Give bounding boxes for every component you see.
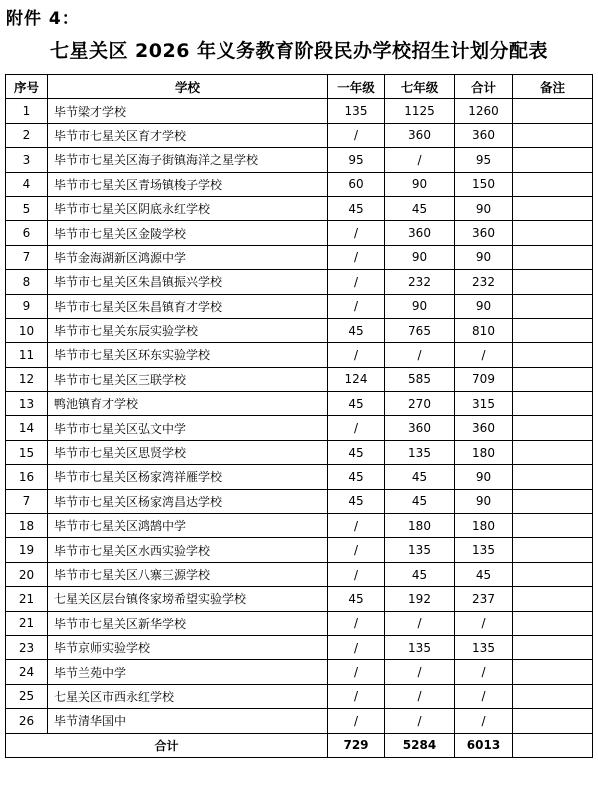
- table-row: [6, 587, 593, 611]
- cell-school: 鸭池镇育才学校: [48, 392, 328, 416]
- table-row: [6, 172, 593, 196]
- cell-grade7: /: [385, 684, 455, 708]
- cell-no: 1: [6, 99, 48, 123]
- cell-no: 12: [6, 367, 48, 391]
- cell-grade7: 1125: [385, 99, 455, 123]
- cell-no: 3: [6, 148, 48, 172]
- cell-grade7: 192: [385, 587, 455, 611]
- cell-note: [513, 709, 593, 733]
- header-grade1: 一年级: [328, 75, 385, 99]
- cell-school: 毕节市七星关区育才学校: [48, 123, 328, 147]
- cell-total: 150: [455, 172, 513, 196]
- table-row: [6, 538, 593, 562]
- cell-school: 毕节市七星关区杨家湾昌达学校: [48, 489, 328, 513]
- cell-grade1: /: [328, 660, 385, 684]
- table-row: [6, 123, 593, 147]
- cell-no: 5: [6, 196, 48, 220]
- cell-note: [513, 538, 593, 562]
- cell-total: 709: [455, 367, 513, 391]
- cell-note: [513, 367, 593, 391]
- cell-total: 95: [455, 148, 513, 172]
- cell-grade1: 95: [328, 148, 385, 172]
- cell-no: 21: [6, 611, 48, 635]
- cell-grade1: 45: [328, 440, 385, 464]
- header-total: 合计: [455, 75, 513, 99]
- cell-school: 毕节金海湖新区鸿源中学: [48, 245, 328, 269]
- cell-no: 6: [6, 221, 48, 245]
- cell-note: [513, 221, 593, 245]
- header-no: 序号: [6, 75, 48, 99]
- attachment-label: 附件 4：: [6, 9, 80, 29]
- cell-note: [513, 123, 593, 147]
- cell-total: 45: [455, 562, 513, 586]
- cell-total: 90: [455, 245, 513, 269]
- cell-total: 360: [455, 221, 513, 245]
- cell-school: 毕节清华国中: [48, 709, 328, 733]
- cell-grade1: /: [328, 343, 385, 367]
- header-school: 学校: [48, 75, 328, 99]
- cell-school: 毕节市七星关区朱昌镇育才学校: [48, 294, 328, 318]
- cell-note: [513, 318, 593, 342]
- cell-no: 24: [6, 660, 48, 684]
- cell-grade1: 45: [328, 392, 385, 416]
- cell-no: 9: [6, 294, 48, 318]
- cell-total: 90: [455, 465, 513, 489]
- cell-total: 360: [455, 123, 513, 147]
- cell-grade7: 45: [385, 489, 455, 513]
- cell-total: 135: [455, 538, 513, 562]
- table-row: [6, 440, 593, 464]
- cell-school: 毕节市七星关区八寨三源学校: [48, 562, 328, 586]
- cell-grade7: 360: [385, 123, 455, 147]
- cell-note: [513, 294, 593, 318]
- cell-no: 14: [6, 416, 48, 440]
- total-sum: 6013: [455, 733, 513, 757]
- cell-school: 毕节市七星关区海子街镇海洋之星学校: [48, 148, 328, 172]
- cell-grade1: /: [328, 514, 385, 538]
- header-grade7: 七年级: [385, 75, 455, 99]
- cell-grade7: 135: [385, 440, 455, 464]
- cell-no: 8: [6, 270, 48, 294]
- cell-no: 7: [6, 245, 48, 269]
- cell-grade7: /: [385, 660, 455, 684]
- cell-no: 13: [6, 392, 48, 416]
- cell-grade1: /: [328, 245, 385, 269]
- cell-grade7: 360: [385, 221, 455, 245]
- cell-note: [513, 416, 593, 440]
- total-grade7: 5284: [385, 733, 455, 757]
- cell-total: /: [455, 709, 513, 733]
- table-row: [6, 392, 593, 416]
- cell-no: 19: [6, 538, 48, 562]
- cell-total: /: [455, 343, 513, 367]
- cell-grade1: /: [328, 684, 385, 708]
- cell-grade7: 360: [385, 416, 455, 440]
- table-row: [6, 465, 593, 489]
- cell-grade7: 135: [385, 635, 455, 659]
- cell-no: 23: [6, 635, 48, 659]
- cell-grade1: /: [328, 270, 385, 294]
- cell-school: 毕节梁才学校: [48, 99, 328, 123]
- cell-grade1: /: [328, 538, 385, 562]
- table-row: [6, 684, 593, 708]
- table-row: [6, 416, 593, 440]
- cell-grade7: /: [385, 709, 455, 733]
- cell-grade7: 232: [385, 270, 455, 294]
- cell-grade1: 124: [328, 367, 385, 391]
- enrollment-table: [5, 74, 593, 758]
- table-row: [6, 489, 593, 513]
- cell-total: /: [455, 660, 513, 684]
- cell-no: 25: [6, 684, 48, 708]
- cell-grade7: 135: [385, 538, 455, 562]
- cell-total: 180: [455, 514, 513, 538]
- cell-school: 毕节市七星关区思贤学校: [48, 440, 328, 464]
- cell-total: 810: [455, 318, 513, 342]
- cell-grade1: /: [328, 294, 385, 318]
- cell-total: 90: [455, 489, 513, 513]
- cell-no: 21: [6, 587, 48, 611]
- total-row: [6, 733, 593, 757]
- total-label: 合计: [6, 733, 328, 757]
- cell-school: 毕节市七星关区朱昌镇振兴学校: [48, 270, 328, 294]
- cell-grade7: 765: [385, 318, 455, 342]
- table-row: [6, 270, 593, 294]
- cell-note: [513, 172, 593, 196]
- cell-grade1: 45: [328, 489, 385, 513]
- table-row: [6, 148, 593, 172]
- table-row: [6, 367, 593, 391]
- cell-note: [513, 196, 593, 220]
- cell-grade7: 45: [385, 196, 455, 220]
- cell-total: 360: [455, 416, 513, 440]
- cell-no: 18: [6, 514, 48, 538]
- page-title: 七星关区 2026 年义务教育阶段民办学校招生计划分配表: [49, 40, 549, 62]
- cell-total: 90: [455, 196, 513, 220]
- cell-grade1: /: [328, 416, 385, 440]
- table-body: [6, 99, 593, 733]
- cell-no: 11: [6, 343, 48, 367]
- cell-note: [513, 611, 593, 635]
- cell-no: 7: [6, 489, 48, 513]
- cell-note: [513, 99, 593, 123]
- cell-note: [513, 245, 593, 269]
- total-note: [513, 733, 593, 757]
- cell-grade1: 45: [328, 196, 385, 220]
- cell-school: 毕节兰苑中学: [48, 660, 328, 684]
- cell-note: [513, 587, 593, 611]
- cell-note: [513, 440, 593, 464]
- cell-note: [513, 392, 593, 416]
- table-row: [6, 660, 593, 684]
- cell-school: 毕节市七星关区新华学校: [48, 611, 328, 635]
- cell-note: [513, 562, 593, 586]
- cell-note: [513, 148, 593, 172]
- cell-total: 1260: [455, 99, 513, 123]
- cell-grade7: /: [385, 611, 455, 635]
- cell-grade1: /: [328, 635, 385, 659]
- total-grade1: 729: [328, 733, 385, 757]
- cell-school: 毕节市七星关区金陵学校: [48, 221, 328, 245]
- cell-grade1: /: [328, 611, 385, 635]
- table-row: [6, 562, 593, 586]
- cell-school: 毕节市七星关区弘文中学: [48, 416, 328, 440]
- cell-school: 毕节市七星关区阴底永红学校: [48, 196, 328, 220]
- cell-note: [513, 514, 593, 538]
- cell-total: 232: [455, 270, 513, 294]
- cell-no: 26: [6, 709, 48, 733]
- cell-school: 毕节市七星关区水西实验学校: [48, 538, 328, 562]
- cell-school: 毕节京师实验学校: [48, 635, 328, 659]
- cell-school: 毕节市七星关东辰实验学校: [48, 318, 328, 342]
- table-row: [6, 611, 593, 635]
- cell-total: /: [455, 684, 513, 708]
- cell-no: 16: [6, 465, 48, 489]
- cell-grade1: 60: [328, 172, 385, 196]
- cell-grade1: /: [328, 709, 385, 733]
- cell-note: [513, 465, 593, 489]
- table-row: [6, 709, 593, 733]
- cell-note: [513, 343, 593, 367]
- table-row: [6, 318, 593, 342]
- cell-school: 毕节市七星关区青场镇梭子学校: [48, 172, 328, 196]
- cell-no: 20: [6, 562, 48, 586]
- cell-school: 毕节市七星关区杨家湾祥雁学校: [48, 465, 328, 489]
- table-row: [6, 221, 593, 245]
- cell-note: [513, 684, 593, 708]
- cell-no: 2: [6, 123, 48, 147]
- cell-grade7: 45: [385, 465, 455, 489]
- cell-note: [513, 270, 593, 294]
- cell-note: [513, 635, 593, 659]
- cell-grade1: /: [328, 221, 385, 245]
- cell-no: 15: [6, 440, 48, 464]
- cell-school: 七星关区层台镇佟家塝希望实验学校: [48, 587, 328, 611]
- cell-grade7: 90: [385, 294, 455, 318]
- cell-grade7: 585: [385, 367, 455, 391]
- cell-grade1: /: [328, 123, 385, 147]
- cell-grade7: /: [385, 148, 455, 172]
- table-row: [6, 635, 593, 659]
- cell-grade7: /: [385, 343, 455, 367]
- cell-no: 10: [6, 318, 48, 342]
- cell-grade7: 180: [385, 514, 455, 538]
- cell-school: 毕节市七星关区鸿鹄中学: [48, 514, 328, 538]
- cell-grade7: 90: [385, 245, 455, 269]
- table-row: [6, 514, 593, 538]
- cell-grade1: 45: [328, 465, 385, 489]
- table-row: [6, 99, 593, 123]
- cell-grade7: 45: [385, 562, 455, 586]
- cell-total: 237: [455, 587, 513, 611]
- cell-school: 七星关区市西永红学校: [48, 684, 328, 708]
- cell-grade1: 45: [328, 318, 385, 342]
- table-header-row: [6, 75, 593, 99]
- cell-note: [513, 489, 593, 513]
- cell-total: /: [455, 611, 513, 635]
- header-note: 备注: [513, 75, 593, 99]
- table-row: [6, 294, 593, 318]
- cell-total: 315: [455, 392, 513, 416]
- cell-grade1: /: [328, 562, 385, 586]
- cell-total: 90: [455, 294, 513, 318]
- cell-total: 180: [455, 440, 513, 464]
- cell-note: [513, 660, 593, 684]
- cell-grade7: 90: [385, 172, 455, 196]
- table-row: [6, 343, 593, 367]
- cell-grade1: 135: [328, 99, 385, 123]
- cell-grade7: 270: [385, 392, 455, 416]
- table-row: [6, 245, 593, 269]
- cell-total: 135: [455, 635, 513, 659]
- cell-school: 毕节市七星关区三联学校: [48, 367, 328, 391]
- cell-school: 毕节市七星关区环东实验学校: [48, 343, 328, 367]
- table-row: [6, 196, 593, 220]
- cell-grade1: 45: [328, 587, 385, 611]
- cell-no: 4: [6, 172, 48, 196]
